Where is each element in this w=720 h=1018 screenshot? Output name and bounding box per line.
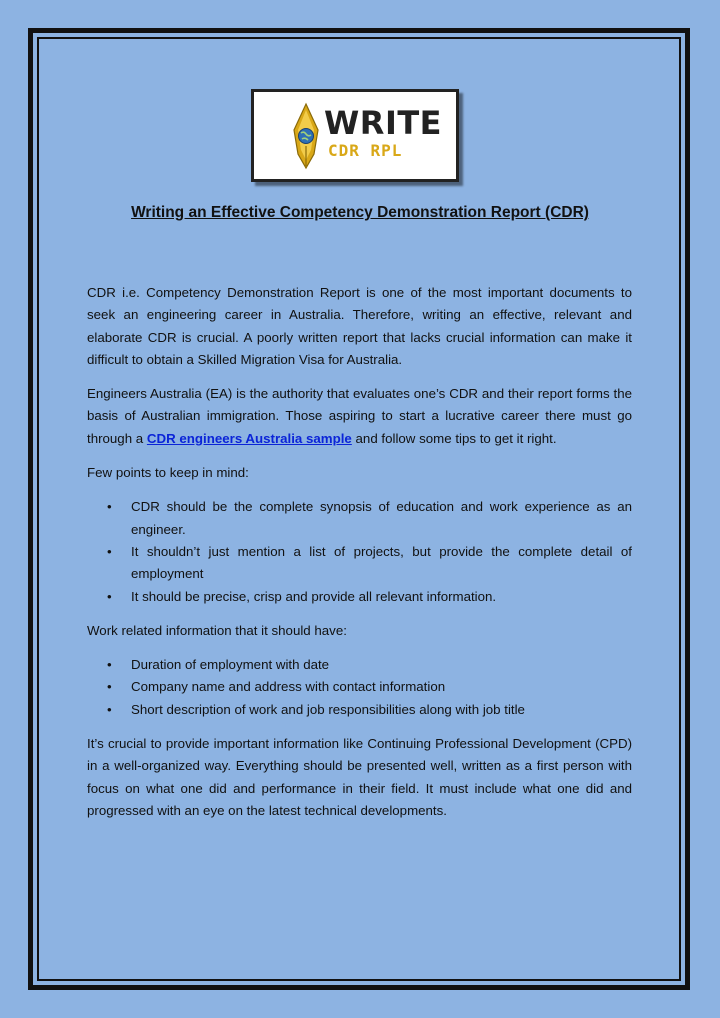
list-item (87, 654, 632, 676)
list-item (87, 586, 632, 608)
bullet-icon: • (107, 679, 112, 695)
bullet-icon: • (107, 543, 112, 559)
list-item (87, 699, 632, 721)
list-item (87, 496, 632, 541)
paragraph-points-heading: Few points to keep in mind: (87, 465, 249, 481)
bullet-icon: • (107, 588, 112, 604)
list-item (87, 541, 632, 586)
bullet-icon: • (107, 499, 112, 515)
cdr-sample-link[interactable]: CDR engineers Australia sample (146, 430, 352, 446)
list-item-text: Short description of work and job responsibilities along with job title (131, 701, 525, 717)
list-item-text: CDR should be the complete synopsis of education and work experience as an engineer. (131, 499, 632, 537)
bullet-icon: • (107, 657, 112, 673)
logo-subtitle: CDR RPL (328, 141, 403, 160)
paragraph-ea-text-before: Engineers Australia (EA) is the authority that evaluates one’s CDR and their report forms the basis of Australian immigration. Those aspiring to start a lucrative career there must go through a (87, 386, 632, 446)
list-item-text: Duration of employment with date (131, 657, 330, 673)
list-item-text: Company name and address with contact information (131, 679, 446, 695)
pen-nib-globe-icon (289, 102, 323, 172)
list-item-text: It should be precise, crisp and provide all relevant information. (131, 588, 497, 604)
paragraph-ea-text-after: and follow some tips to get it right. (351, 430, 557, 446)
paragraph-conclusion: It’s crucial to provide important information like Continuing Professional Development (CPD) in a well-organized way. Everything should be presented well, written as a first person with focus on what one did and performance in their field. It must include what one did and progressed with an eye on the latest technical developments. (87, 736, 632, 818)
paragraph-work-heading: Work related information that it should have: (87, 622, 347, 638)
document-body (87, 282, 632, 834)
logo (251, 89, 459, 182)
paragraph-intro: CDR i.e. Competency Demonstration Report is one of the most important documents to seek an engineering career in Australia. Therefore, writing an effective, relevant and elaborate CDR is crucial. A poorly written report that lacks crucial information can make it difficult to obtain a Skilled Migration Visa for Australia. (87, 285, 632, 367)
logo-wordmark: WRITE (324, 104, 443, 142)
paragraph-ea (87, 383, 632, 450)
document-title: Writing an Effective Competency Demonstration Report (CDR) (131, 204, 589, 221)
work-info-list (87, 654, 632, 721)
list-item-text: It shouldn’t just mention a list of projects, but provide the complete detail of employment (131, 543, 632, 582)
bullet-icon: • (107, 701, 112, 717)
points-list (87, 496, 632, 607)
list-item (87, 676, 632, 698)
